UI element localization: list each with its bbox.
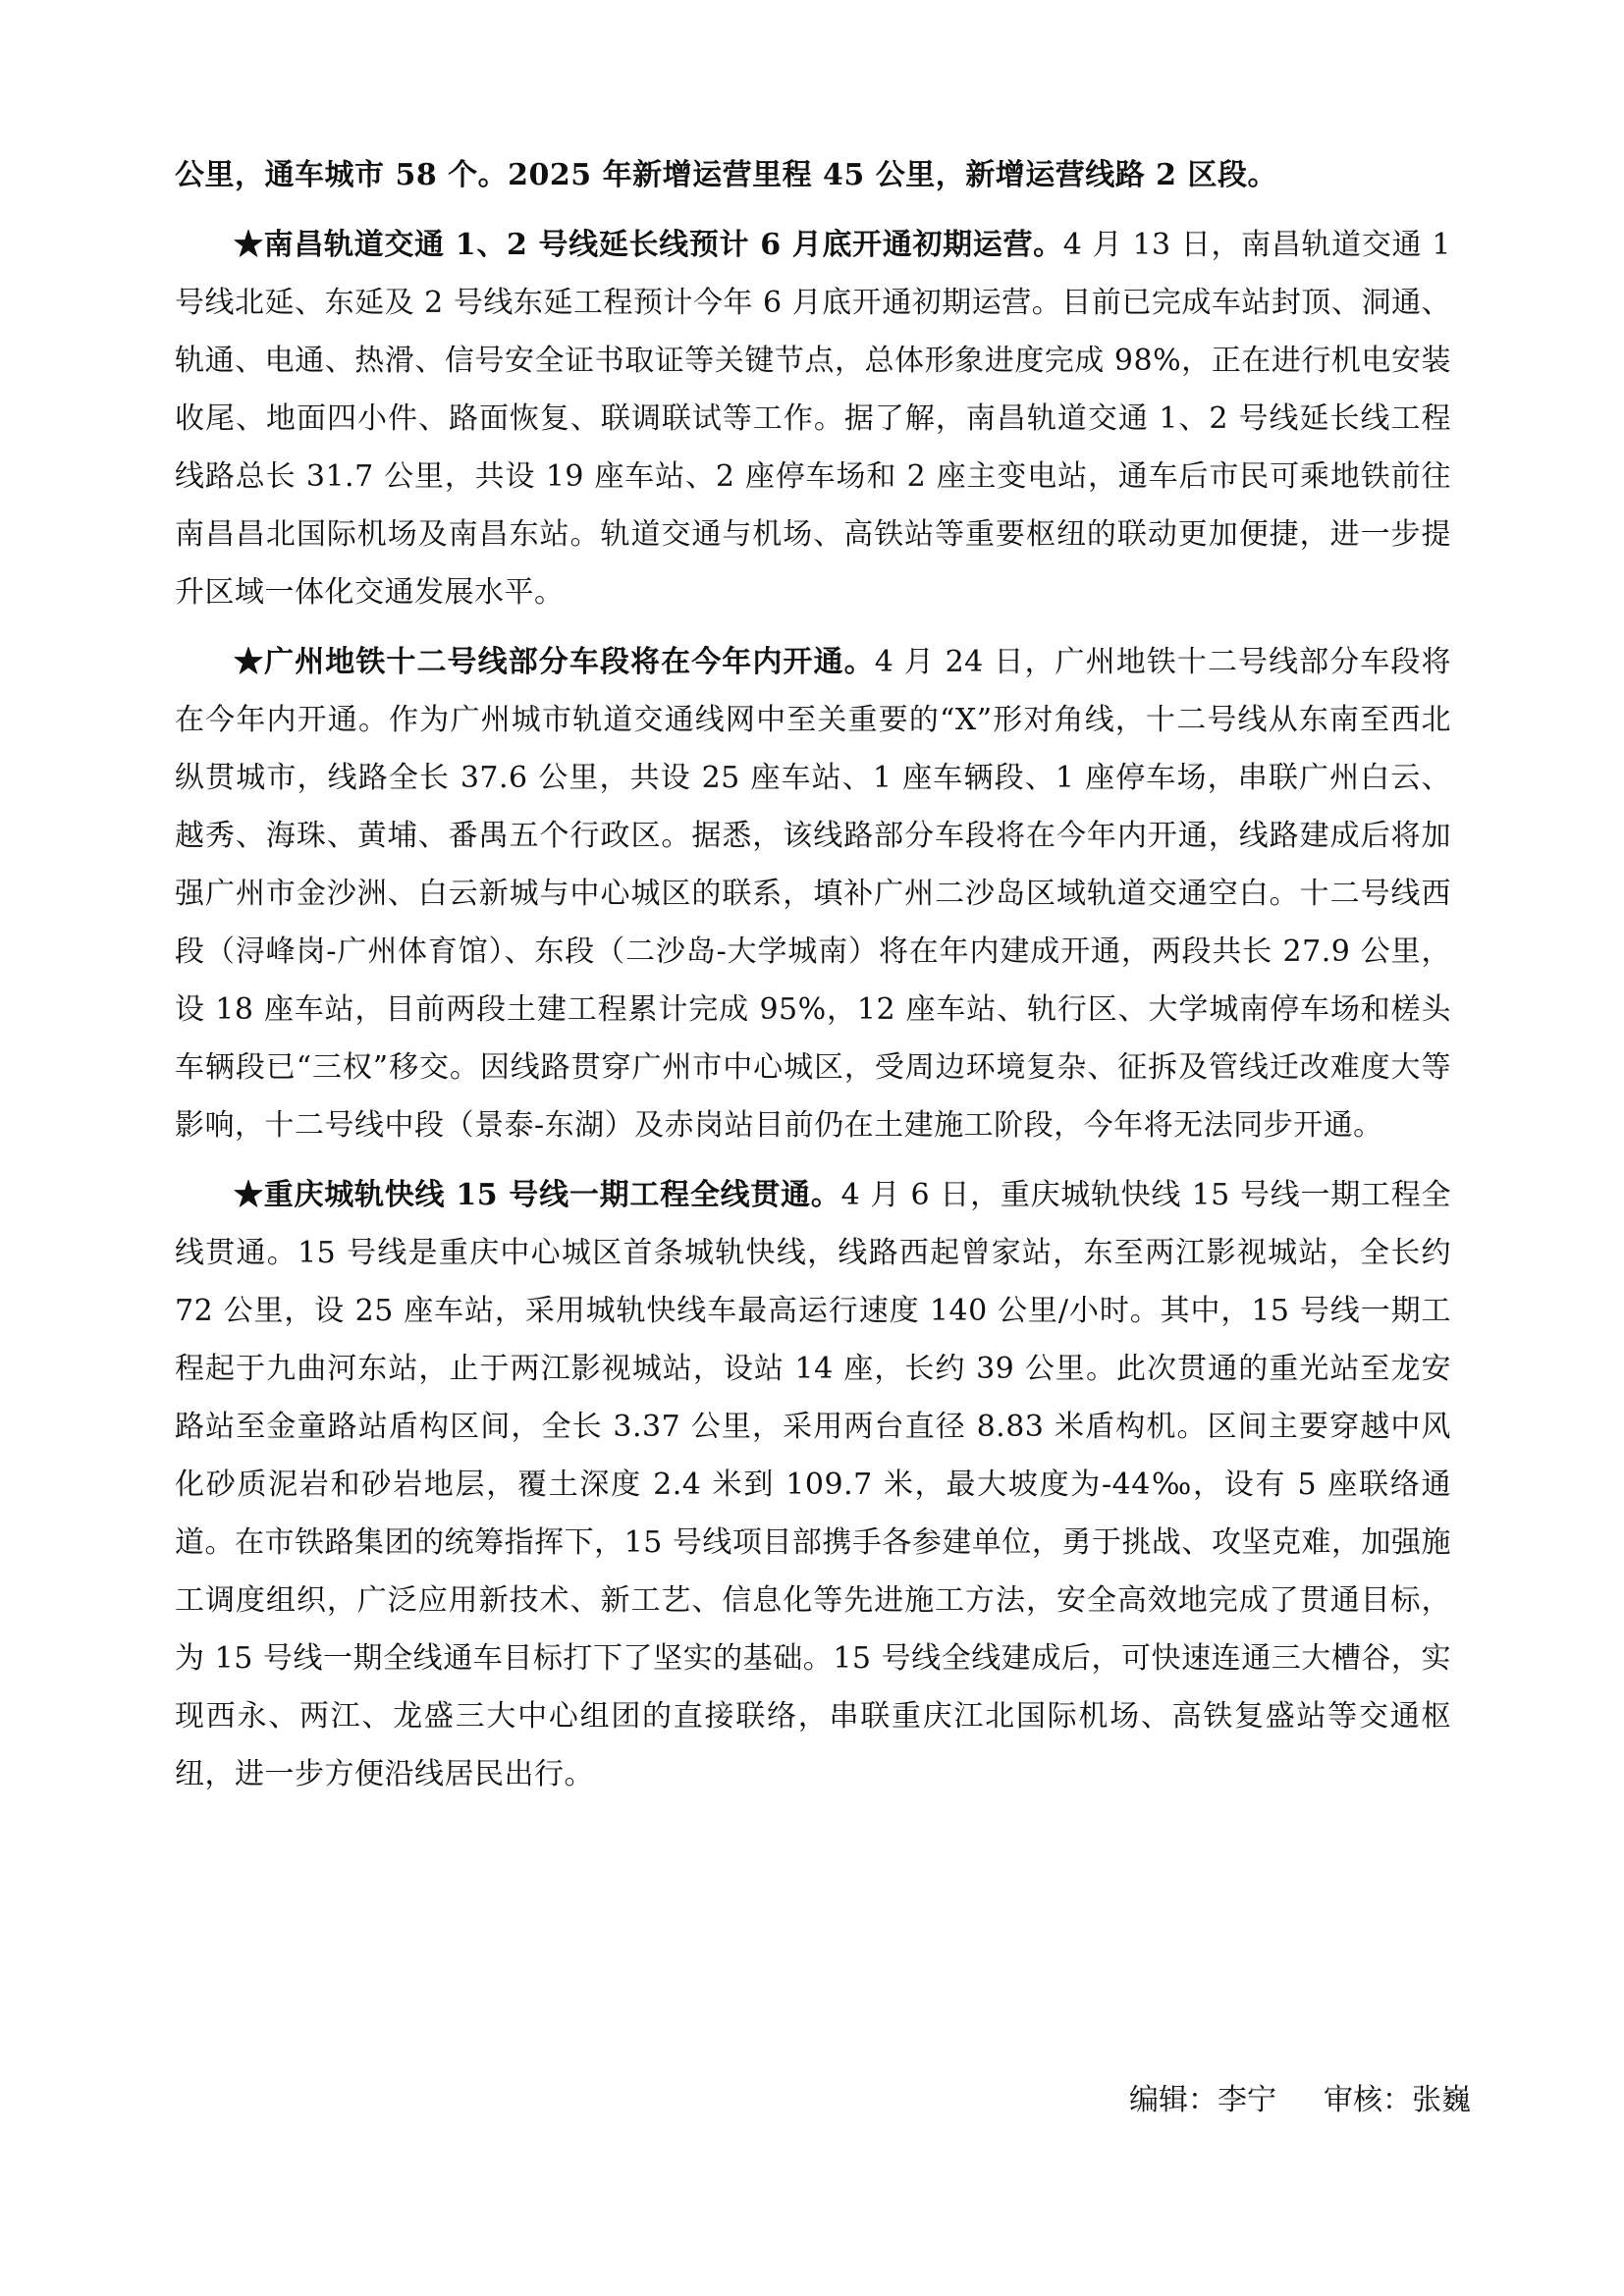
news-item-body: 4 月 24 日，广州地铁十二号线部分车段将在今年内开通。作为广州城市轨道交通线网中至关重要的“X”形对角线，十二号线从东南至西北纵贯城市，线路全长 37.6 公里，共设 25 座车站、1 座车辆段、1 座停车场，串联广州白云、越秀、海珠、黄埔、番禺五个行政区。据悉，该线路部分车段将在今年内开通，线路建成后将加强广州市金沙洲、白云新城与中心城区的联系，填补广州二沙岛区域轨道交通空白。十二号线西段（浔峰岗-广州体育馆）、东段（二沙岛-大学城南）将在年内建成开通，两段共长 27.9 公里，设 18 座车站，目前两段土建工程累计完成 95%，12 座车站、轨行区、大学城南停车场和槎头车辆段已“三权”移交。因线路贯穿广州市中心城区，受周边环境复杂、征拆及管线迁改难度大等影响，十二号线中段（景泰-东湖）及赤岗站目前仍在土建施工阶段，今年将无法同步开通。 (175, 645, 1451, 1143)
news-item-headline: ★南昌轨道交通 1、2 号线延长线预计 6 月底开通初期运营。 (234, 228, 1063, 262)
news-item-chongqing (175, 1166, 1451, 1803)
news-item-headline: ★重庆城轨快线 15 号线一期工程全线贯通。 (234, 1178, 841, 1212)
news-item-body: 4 月 13 日，南昌轨道交通 1 号线北延、东延及 2 号线东延工程预计今年 6 月底开通初期运营。目前已完成车站封顶、洞通、轨通、电通、热滑、信号安全证书取证等关键节点，总体形象进度完成 98%，正在进行机电安装收尾、地面四小件、路面恢复、联调联试等工作。据了解，南昌轨道交通 1、2 号线延长线工程线路总长 31.7 公里，共设 19 座车站、2 座停车场和 2 座主变电站，通车后市民可乘地铁前往南昌昌北国际机场及南昌东站。轨道交通与机场、高铁站等重要枢纽的联动更加便捷，进一步提升区域一体化交通发展水平。 (175, 228, 1451, 610)
news-item-body: 4 月 6 日，重庆城轨快线 15 号线一期工程全线贯通。15 号线是重庆中心城区首条城轨快线，线路西起曾家站，东至两江影视城站，全长约 72 公里，设 25 座车站，采用城轨快线车最高运行速度 140 公里/小时。其中，15 号线一期工程起于九曲河东站，止于两江影视城站，设站 14 座，长约 39 公里。此次贯通的重光站至龙安路站至金童路站盾构区间，全长 3.37 公里，采用两台直径 8.83 米盾构机。区间主要穿越中风化砂质泥岩和砂岩地层，覆土深度 2.4 米到 109.7 米，最大坡度为-44‰，设有 5 座联络通道。在市铁路集团的统筹指挥下，15 号线项目部携手各参建单位，勇于挑战、攻坚克难，加强施工调度组织，广泛应用新技术、新工艺、信息化等先进施工方法，安全高效地完成了贯通目标，为 15 号线一期全线通车目标打下了坚实的基础。15 号线全线建成后，可快速连通三大槽谷，实现西永、两江、龙盛三大中心组团的直接联络，串联重庆江北国际机场、高铁复盛站等交通枢纽，进一步方便沿线居民出行。 (175, 1178, 1452, 1791)
news-item-guangzhou (175, 633, 1451, 1154)
article-body (175, 147, 1451, 1803)
news-item-headline: ★广州地铁十二号线部分车段将在今年内开通。 (234, 645, 875, 679)
lead-line: 公里，通车城市 58 个。2025 年新增运营里程 45 公里，新增运营线路 2 区段。 (175, 158, 1277, 192)
editor-credits (1129, 2081, 1483, 2120)
reviewer-credit: 审核：张巍 (1324, 2083, 1471, 2117)
editor-credit: 编辑：李宁 (1129, 2083, 1276, 2117)
news-item-nanchang (175, 216, 1451, 621)
